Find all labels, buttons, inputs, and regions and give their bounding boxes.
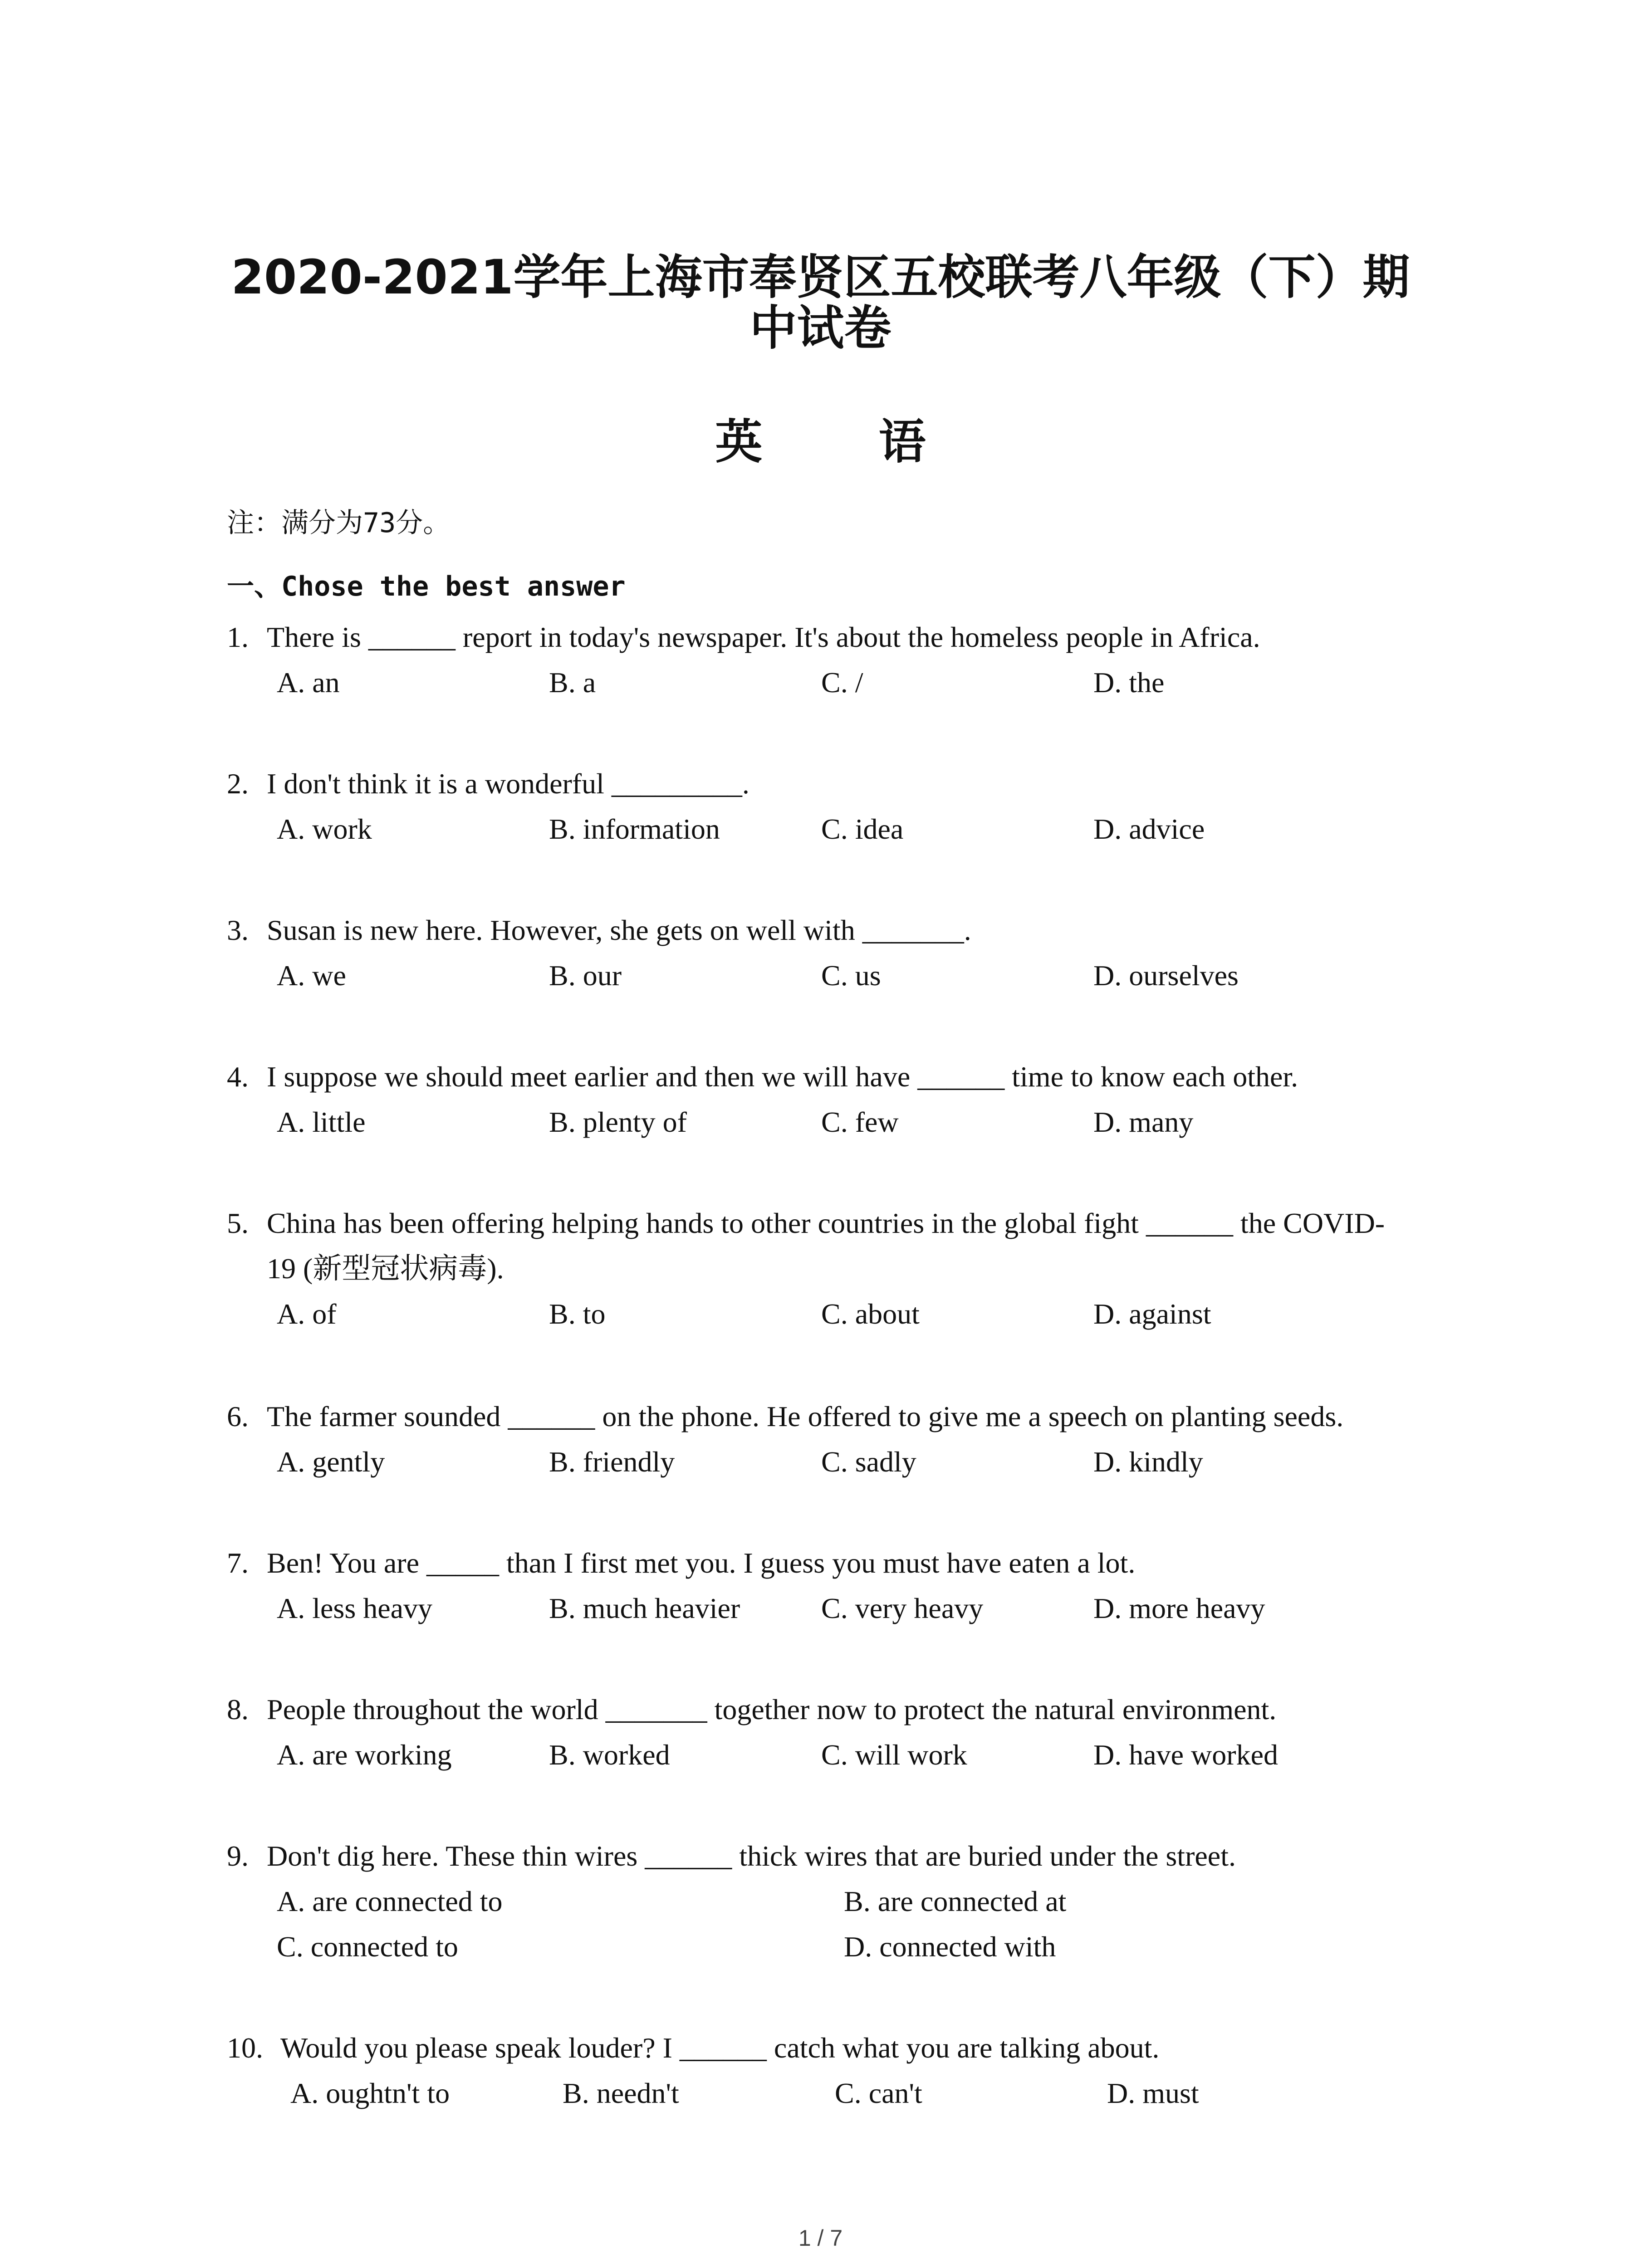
question-number: 3. bbox=[227, 914, 249, 946]
option-c: C. / bbox=[821, 666, 863, 699]
question-number: 5. bbox=[227, 1207, 249, 1239]
option-c: C. us bbox=[821, 959, 881, 992]
question-9 bbox=[227, 1833, 1452, 1970]
question-number: 9. bbox=[227, 1840, 249, 1872]
option-d: D. the bbox=[1093, 666, 1165, 699]
option-d: D. connected with bbox=[844, 1931, 1056, 1963]
question-number: 4. bbox=[227, 1061, 249, 1093]
question-text: China has been offering helping hands to other countries in the global fight ______ the COVID- bbox=[267, 1207, 1385, 1239]
option-d: D. against bbox=[1093, 1298, 1211, 1330]
option-b: B. needn't bbox=[563, 2077, 679, 2109]
question-text: I don't think it is a wonderful _________. bbox=[267, 767, 749, 800]
option-a: A. gently bbox=[277, 1446, 385, 1478]
section-heading: 一、Chose the best answer bbox=[227, 571, 626, 602]
option-b: B. friendly bbox=[549, 1446, 675, 1478]
subject-heading: 英 语 bbox=[715, 414, 976, 469]
question-text: Would you please speak louder? I ______ catch what you are talking about. bbox=[280, 2032, 1160, 2064]
question-text: Don't dig here. These thin wires ______ thick wires that are buried under the street. bbox=[267, 1840, 1236, 1872]
question-number: 8. bbox=[227, 1693, 249, 1725]
option-c: C. very heavy bbox=[821, 1592, 984, 1624]
option-d: D. must bbox=[1107, 2077, 1199, 2109]
option-b: B. a bbox=[549, 666, 596, 699]
question-10 bbox=[227, 2025, 1452, 2116]
question-text: People throughout the world _______ together now to protect the natural environment. bbox=[267, 1693, 1277, 1725]
option-c: C. idea bbox=[821, 813, 904, 845]
option-b: B. worked bbox=[549, 1739, 670, 1771]
option-a: A. we bbox=[277, 959, 346, 992]
option-a: A. are connected to bbox=[277, 1885, 503, 1917]
question-text: Susan is new here. However, she gets on well with _______. bbox=[267, 914, 971, 946]
option-d: D. many bbox=[1093, 1106, 1194, 1138]
question-text: The farmer sounded ______ on the phone. He offered to give me a speech on planting seeds. bbox=[267, 1400, 1344, 1432]
option-a: A. less heavy bbox=[277, 1592, 433, 1624]
option-a: A. work bbox=[277, 813, 372, 845]
option-d: D. more heavy bbox=[1093, 1592, 1265, 1624]
question-number: 1. bbox=[227, 621, 249, 653]
question-4 bbox=[227, 1054, 1452, 1145]
option-c: C. connected to bbox=[277, 1931, 458, 1963]
option-c: C. will work bbox=[821, 1739, 967, 1771]
question-3 bbox=[227, 908, 1452, 998]
exam-title-line2: 中试卷 bbox=[749, 300, 892, 356]
option-d: D. have worked bbox=[1093, 1739, 1278, 1771]
question-text: There is ______ report in today's newspaper. It's about the homeless people in Africa. bbox=[267, 621, 1260, 653]
question-2 bbox=[227, 761, 1452, 852]
option-c: C. can't bbox=[835, 2077, 922, 2109]
option-d: D. ourselves bbox=[1093, 959, 1239, 992]
option-b: B. are connected at bbox=[844, 1885, 1067, 1917]
option-b: B. our bbox=[549, 959, 622, 992]
question-6 bbox=[227, 1394, 1452, 1485]
option-a: A. of bbox=[277, 1298, 337, 1330]
score-note: 注：满分为73分。 bbox=[227, 507, 451, 539]
question-text: I suppose we should meet earlier and then we will have ______ time to know each other. bbox=[267, 1061, 1298, 1093]
option-a: A. oughtn't to bbox=[290, 2077, 450, 2109]
question-1 bbox=[227, 615, 1452, 705]
question-number: 2. bbox=[227, 767, 249, 800]
question-number: 6. bbox=[227, 1400, 249, 1432]
question-text: Ben! You are _____ than I first met you. I guess you must have eaten a lot. bbox=[267, 1547, 1136, 1579]
option-d: D. kindly bbox=[1093, 1446, 1203, 1478]
question-8 bbox=[227, 1687, 1452, 1778]
option-a: A. an bbox=[277, 666, 340, 699]
option-c: C. sadly bbox=[821, 1446, 916, 1478]
option-b: B. to bbox=[549, 1298, 606, 1330]
option-c: C. about bbox=[821, 1298, 920, 1330]
question-number: 7. bbox=[227, 1547, 249, 1579]
question-5 bbox=[227, 1201, 1452, 1337]
option-a: A. are working bbox=[277, 1739, 452, 1771]
page-number: 1 / 7 bbox=[798, 2225, 843, 2251]
question-7 bbox=[227, 1540, 1452, 1631]
question-text-continued: 19 (新型冠状病毒). bbox=[267, 1252, 504, 1285]
option-a: A. little bbox=[277, 1106, 366, 1138]
exam-title-line1: 2020-2021学年上海市奉贤区五校联考八年级（下）期 bbox=[231, 249, 1410, 305]
option-d: D. advice bbox=[1093, 813, 1205, 845]
option-c: C. few bbox=[821, 1106, 899, 1138]
option-b: B. plenty of bbox=[549, 1106, 687, 1138]
option-b: B. much heavier bbox=[549, 1592, 740, 1624]
question-number: 10. bbox=[227, 2032, 263, 2064]
option-b: B. information bbox=[549, 813, 720, 845]
